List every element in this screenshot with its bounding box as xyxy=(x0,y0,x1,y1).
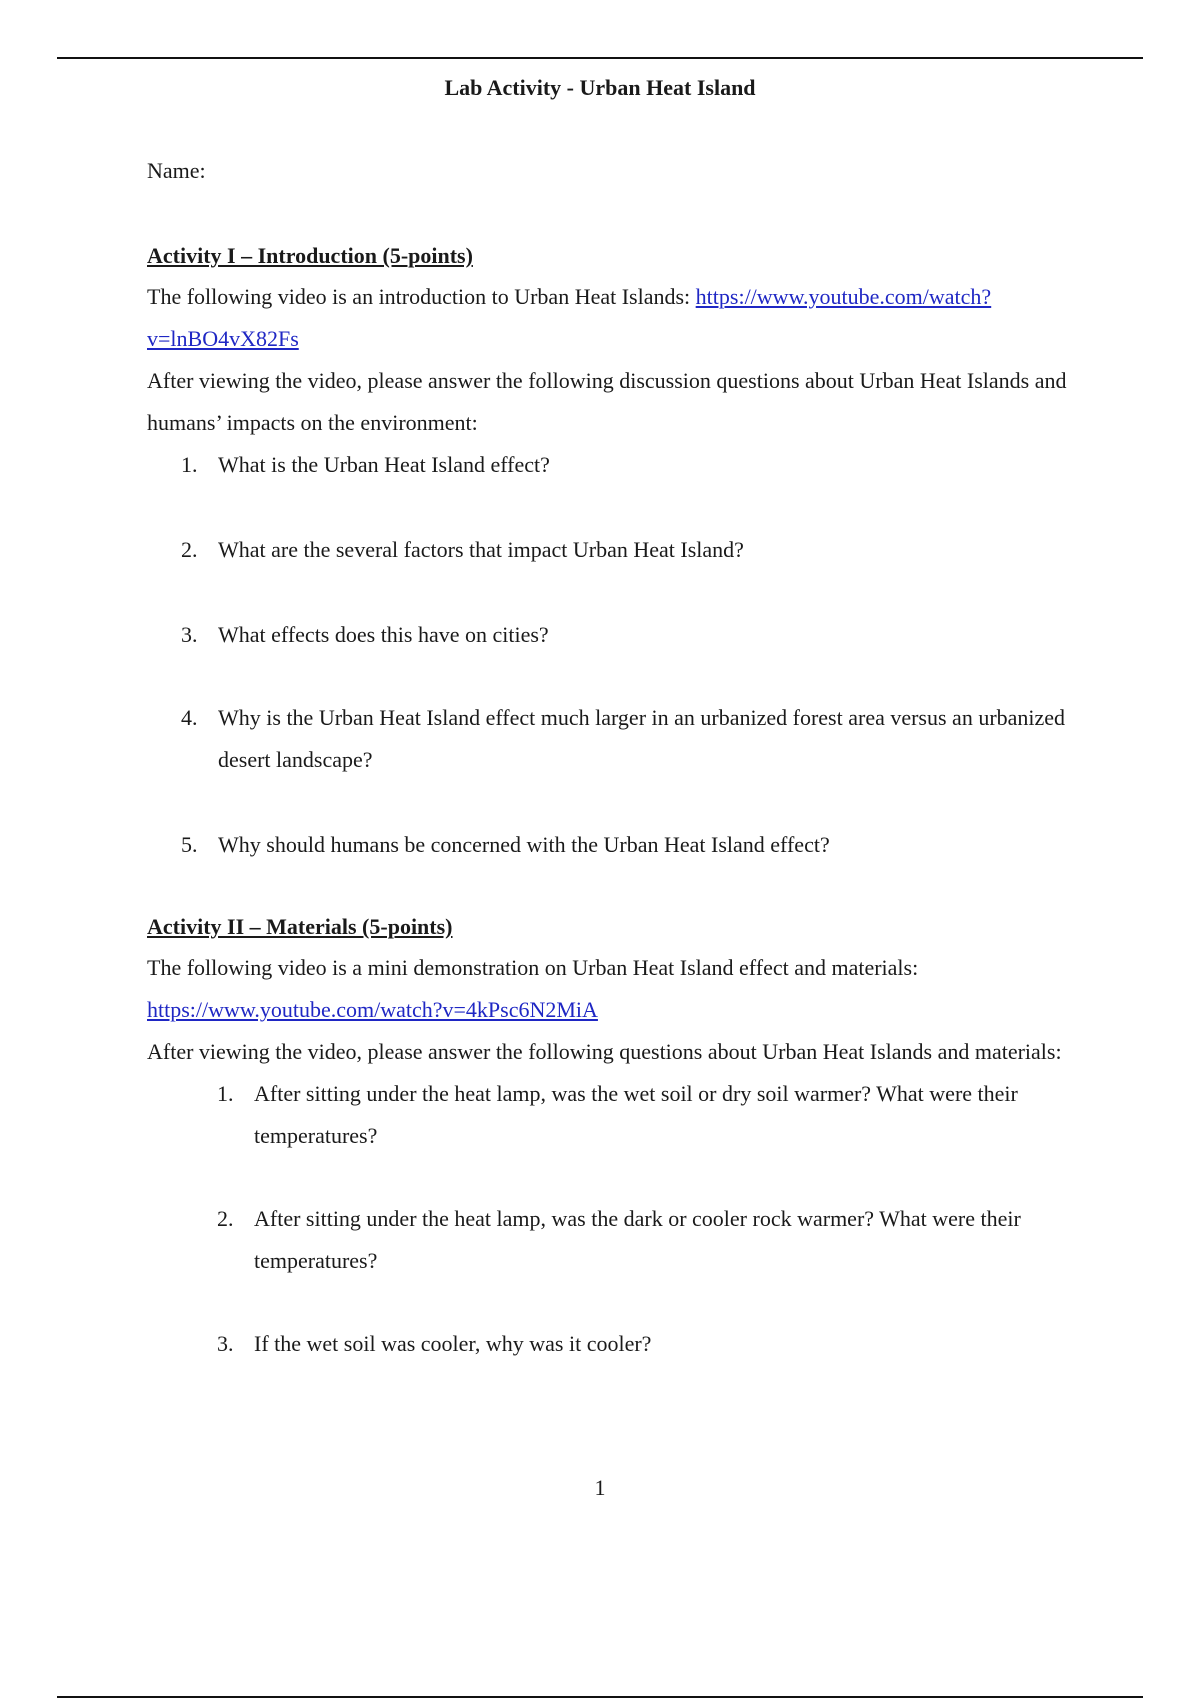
activity-2-instructions: After viewing the video, please answer the following questions about Urban Heat Islands and materials: xyxy=(147,1039,1062,1064)
activity-2-question-2 xyxy=(147,1198,1082,1282)
question-number: 1. xyxy=(181,452,198,477)
question-text: After sitting under the heat lamp, was the wet soil or dry soil warmer? What were their temperatures? xyxy=(254,1081,1018,1148)
question-number: 5. xyxy=(181,832,198,857)
activity-2-intro: The following video is a mini demonstration on Urban Heat Island effect and materials: xyxy=(147,955,919,980)
page-number: 1 xyxy=(594,1475,606,1500)
question-number: 4. xyxy=(181,705,198,730)
top-rule xyxy=(57,57,1143,59)
question-text: What is the Urban Heat Island effect? xyxy=(218,452,550,477)
activity-2-question-1 xyxy=(147,1073,1082,1157)
activity-1-instructions: After viewing the video, please answer the following discussion questions about Urban Heat Islands and humans’ impacts on the environment: xyxy=(147,368,1067,435)
activity-1-heading: Activity I – Introduction (5-points) xyxy=(147,243,473,268)
question-text: Why should humans be concerned with the Urban Heat Island effect? xyxy=(218,832,830,857)
activity-1-question-1 xyxy=(147,444,1082,486)
question-number: 3. xyxy=(181,622,198,647)
activity-1-question-4 xyxy=(147,697,1082,781)
question-text: Why is the Urban Heat Island effect much larger in an urbanized forest area versus an urbanized desert landscape? xyxy=(218,705,1066,772)
document-title: Lab Activity - Urban Heat Island xyxy=(444,75,756,100)
question-number: 2. xyxy=(181,537,198,562)
activity-1-section xyxy=(147,241,1082,866)
activity-2-question-3 xyxy=(147,1323,1082,1365)
question-number: 3. xyxy=(217,1331,234,1356)
activity-1-question-5 xyxy=(147,824,1082,866)
activity-2-section xyxy=(147,912,1082,1365)
name-label: Name: xyxy=(147,158,206,183)
question-text: What are the several factors that impact Urban Heat Island? xyxy=(218,537,744,562)
question-number: 1. xyxy=(217,1081,234,1106)
activity-2-video-link[interactable]: https://www.youtube.com/watch?v=4kPsc6N2MiA xyxy=(147,997,598,1022)
question-text: If the wet soil was cooler, why was it cooler? xyxy=(254,1331,652,1356)
question-text: What effects does this have on cities? xyxy=(218,622,549,647)
activity-1-question-3 xyxy=(147,614,1082,656)
activity-1-intro-text: The following video is an introduction to Urban Heat Islands: xyxy=(147,284,696,309)
question-text: After sitting under the heat lamp, was the dark or cooler rock warmer? What were their temperatures? xyxy=(254,1206,1021,1273)
question-number: 2. xyxy=(217,1206,234,1231)
activity-1-intro xyxy=(147,276,1082,360)
bottom-rule xyxy=(57,1696,1143,1698)
activity-1-link-part1: https://www.youtube.com/watch? xyxy=(695,284,992,309)
activity-2-heading: Activity II – Materials (5-points) xyxy=(147,914,453,939)
activity-1-link-part2: v=lnBO4vX82Fs xyxy=(147,326,299,351)
activity-2-link-line xyxy=(147,989,1082,1031)
activity-1-question-2 xyxy=(147,529,1082,571)
